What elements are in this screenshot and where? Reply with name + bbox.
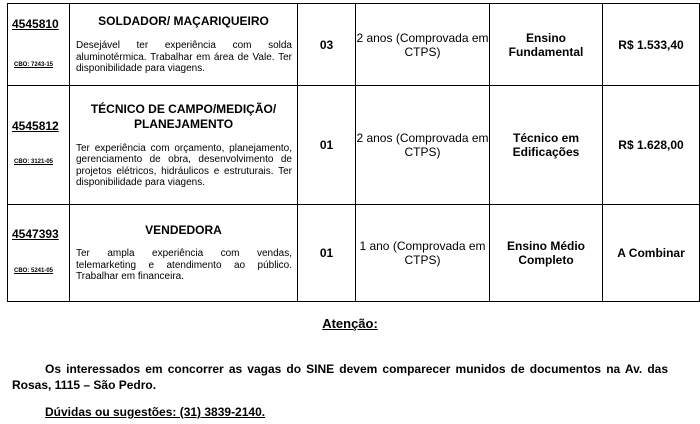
cbo-code: CBO: 5241-05 bbox=[14, 268, 54, 274]
table-row bbox=[8, 4, 700, 86]
job-listings-table bbox=[7, 3, 700, 302]
job-code-cell bbox=[8, 205, 70, 302]
job-description-cell bbox=[70, 205, 298, 302]
table-row bbox=[8, 86, 700, 205]
job-description-cell bbox=[70, 86, 298, 205]
job-description: Desejável ter experiência com solda aluminotérmica. Trabalhar em área de Vale. Ter disponibilidade para viagens. bbox=[76, 40, 292, 75]
attention-heading: Atenção: bbox=[322, 316, 378, 331]
job-experience: 1 ano (Comprovada em CTPS) bbox=[356, 205, 490, 302]
job-experience: 2 anos (Comprovada em CTPS) bbox=[356, 4, 490, 86]
contact-line: Dúvidas ou sugestões: (31) 3839-2140. bbox=[45, 405, 266, 419]
job-title: VENDEDORA bbox=[145, 223, 222, 238]
job-code: 4545812 bbox=[12, 119, 59, 133]
job-quantity: 01 bbox=[298, 86, 356, 205]
job-title: SOLDADOR/ MAÇARIQUEIRO bbox=[98, 14, 269, 29]
job-salary: R$ 1.628,00 bbox=[603, 86, 700, 205]
job-salary: R$ 1.533,40 bbox=[603, 4, 700, 86]
cbo-code: CBO: 7243-15 bbox=[14, 62, 54, 68]
job-quantity: 01 bbox=[298, 205, 356, 302]
cbo-code: CBO: 3121-05 bbox=[14, 159, 54, 165]
job-education: Ensino Médio Completo bbox=[490, 205, 603, 302]
job-title: TÉCNICO DE CAMPO/MEDIÇÃO/ PLANEJAMENTO bbox=[90, 101, 277, 131]
job-code-cell bbox=[8, 4, 70, 86]
job-quantity: 03 bbox=[298, 4, 356, 86]
job-description: Ter experiência com orçamento, planejamento, gerenciamento de obra, desenvolvimento de projetos elétricos, hidráulicos e estruturais. Ter disponibilidade para viagens. bbox=[76, 142, 292, 188]
job-code: 4547393 bbox=[12, 227, 59, 241]
job-code-cell bbox=[8, 86, 70, 205]
job-description-cell bbox=[70, 4, 298, 86]
job-code: 4545810 bbox=[12, 17, 59, 31]
table-row bbox=[8, 205, 700, 302]
info-paragraph: Os interessados em concorrer as vagas do SINE devem comparecer munidos de documentos na Av. das Rosas, 1115 – São Pedro. bbox=[12, 362, 668, 392]
job-salary: A Combinar bbox=[603, 205, 700, 302]
job-description: Ter ampla experiência com vendas, telemarketing e atendimento ao público. Trabalhar em financeira. bbox=[76, 248, 292, 283]
job-experience: 2 anos (Comprovada em CTPS) bbox=[356, 86, 490, 205]
job-education: Ensino Fundamental bbox=[490, 4, 603, 86]
job-education: Técnico em Edificações bbox=[490, 86, 603, 205]
